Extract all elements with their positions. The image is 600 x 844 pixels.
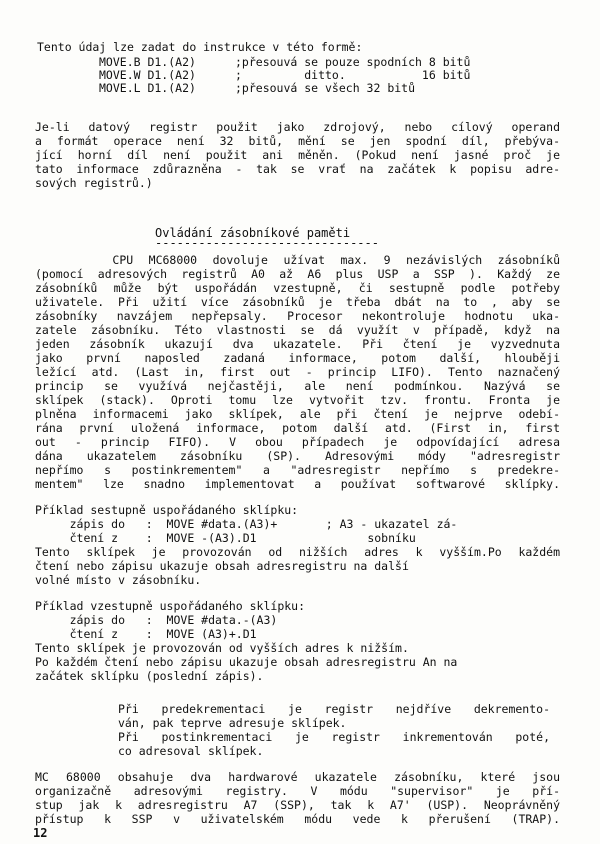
paragraph-line: jeden zásobník ukazují dva ukazatele. Při čtení je vyzvednuta	[35, 337, 560, 351]
example-comment: ;přesouvá se všech 32 bitů	[235, 81, 416, 95]
paragraph-line: zásobníky navzájem nepřepsaly. Procesor nekontroluje hodnotu uka-	[35, 309, 560, 323]
paragraph-line: rána první uložená informace, potom další atd. (First in, first	[35, 421, 560, 435]
example-instruction: MOVE.W D1.(A2)	[99, 68, 196, 82]
paragraph-line: (pomocí adresových registrů A0 až A6 plus USP a SSP ). Každý ze	[35, 267, 560, 281]
paragraph-line: organizačně adresovými registry. V módu "supervisor" je pří-	[35, 784, 560, 798]
paragraph-line: CPU MC68000 dovoluje užívat max. 9 nezávislých zásobníků	[35, 253, 560, 267]
paragraph-line: sklípek (stack). Oproti tomu lze vytvořit tzv. frontu. Fronta je	[35, 393, 560, 407]
example-row: zápis do : MOVE #data.(A3)+ ; A3 - ukazatel zá-	[35, 517, 458, 531]
paragraph-line: volné místo v zásobníku.	[35, 573, 202, 587]
example-instruction: MOVE.B D1.(A2)	[99, 55, 196, 69]
section-title: Ovládání zásobníkové paměti	[155, 226, 351, 240]
paragraph-line: tato informace zdůrazněna - tak se vrať na začátek k popisu adre-	[35, 162, 560, 176]
paragraph-line: ležící atd. (Last in, first out - princip LIFO). Tento naznačený	[35, 365, 560, 379]
paragraph-line: Je-li datový registr použit jako zdrojový, nebo cílový operand	[35, 120, 560, 134]
example-comment: ;přesouvá se pouze spodních 8 bitů	[235, 55, 471, 69]
paragraph-line: zatele zásobníku. Této vlastnosti se dá využít v případě, když na	[35, 323, 560, 337]
intro-line: Tento údaj lze zadat do instrukce v této formě:	[37, 40, 363, 54]
paragraph-line: dána ukazatelem zásobníku (SP). Adresovými módy "adresregistr	[35, 449, 560, 463]
paragraph-line: přístup k SSP v uživatelském módu vede k přerušení (TRAP).	[35, 812, 560, 826]
paragraph-line: Tento sklípek je provozován od nižších adres k vyšším.Po každém	[35, 545, 560, 559]
paragraph-line: sových registrů.)	[35, 176, 153, 190]
paragraph-line: jící horní díl není použit ani měněn. (Pokud není jasné proč je	[35, 148, 560, 162]
paragraph-line: a formát operace není 32 bitů, mění se jen spodní díl, přebýva-	[35, 134, 560, 148]
example-row: zápis do : MOVE #data.-(A3)	[35, 613, 278, 627]
example-instruction: MOVE.L D1.(A2)	[99, 81, 196, 95]
paragraph-line: Tento sklípek je provozován od vyšších adres k nižším.	[35, 641, 409, 655]
example-title: Příklad sestupně uspořádaného sklípku:	[35, 503, 299, 517]
paragraph-line: jako první naposled zadaná informace, potom další, hlouběji	[35, 351, 560, 365]
page-number: 12	[33, 826, 48, 840]
paragraph-line: stup jak k adresregistru A7 (SSP), tak k A7' (USP). Neoprávněný	[35, 798, 560, 812]
paragraph-line: nepřímo s postinkrementem" a "adresregistr nepřímo s predekre-	[35, 463, 560, 477]
section-underline: -------------------------------	[155, 236, 379, 250]
paragraph-line: Po každém čtení nebo zápisu ukazuje obsah adresregistru An na	[35, 655, 458, 669]
paragraph-line: zásobníků může být uspořádán vzestupně, či sestupně podle potřeby	[35, 281, 560, 295]
note-line: ván, pak teprve adresuje sklípek.	[118, 716, 347, 730]
paragraph-line: princip se využívá nejčastěji, ale není podmínkou. Nazývá se	[35, 379, 560, 393]
note-line: co adresoval sklípek.	[118, 744, 264, 758]
paragraph-line: MC 68000 obsahuje dva hardwarové ukazatele zásobníku, které jsou	[35, 770, 560, 784]
example-title: Příklad vzestupně uspořádaného sklípku:	[35, 599, 306, 613]
example-row: čtení z : MOVE -(A3).D1 sobníku	[35, 531, 416, 545]
note-line: Při postinkrementaci je registr inkrementován poté,	[118, 730, 550, 744]
paragraph-line: čtení nebo zápisu ukazuje obsah adresregistru na další	[35, 559, 409, 573]
paragraph-line: mentem" lze snadno implementovat a používat softwarové sklípky.	[35, 477, 560, 491]
paragraph-line: začátek sklípku (poslední zápis).	[35, 669, 264, 683]
paragraph-line: out - princip FIFO). V obou případech je odpovídající adresa	[35, 435, 560, 449]
example-row: čtení z : MOVE (A3)+.D1	[35, 627, 257, 641]
paragraph-line: plněna informacemi jako sklípek, ale při čtení je nejprve odebí-	[35, 407, 560, 421]
note-line: Při predekrementaci je registr nejdříve dekremento-	[118, 702, 550, 716]
paragraph-line: uživatele. Při užití více zásobníků je třeba dbát na to , aby se	[35, 295, 560, 309]
example-comment: ; ditto. 16 bitů	[235, 68, 471, 82]
